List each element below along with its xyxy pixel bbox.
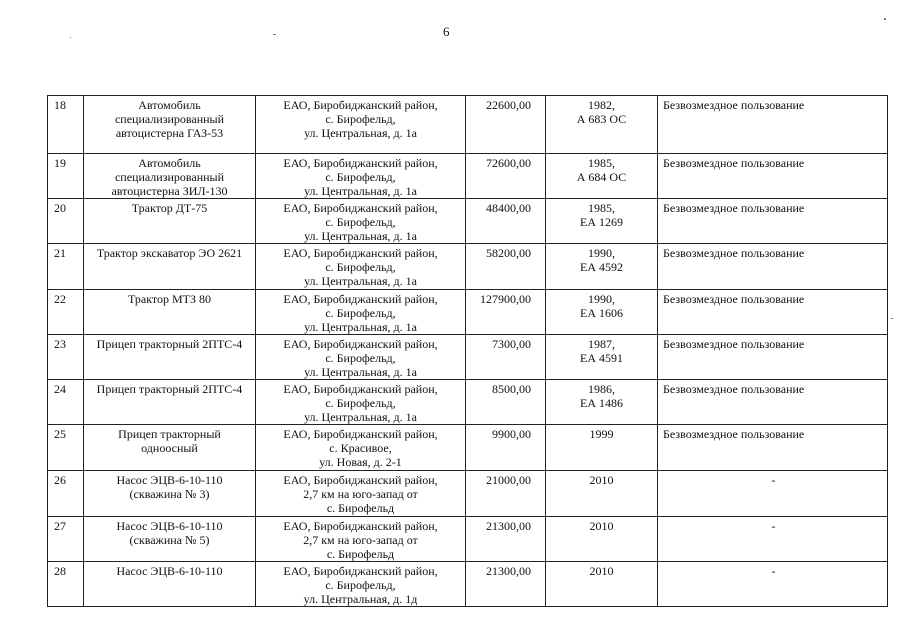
item-address-line: ул. Центральная, д. 1а <box>304 365 417 379</box>
item-year-reg <box>546 471 658 517</box>
item-address-line: ул. Центральная, д. 1д <box>303 592 418 606</box>
table-row <box>48 471 888 517</box>
item-year-line: ЕА 4591 <box>580 351 623 365</box>
item-address-line: ЕАО, Биробиджанский район, <box>283 201 438 215</box>
item-address-line: с. Бирофельд, <box>325 306 396 320</box>
item-name-line: автоцистерна ГАЗ-53 <box>115 126 224 140</box>
item-year-line: 2010 <box>589 564 614 578</box>
item-year-line: 1985, <box>588 201 615 215</box>
item-address-line: ЕАО, Биробиджанский район, <box>283 519 438 533</box>
item-year-reg <box>546 335 658 380</box>
item-address-line: с. Бирофельд, <box>325 396 396 410</box>
item-name <box>84 96 256 154</box>
item-address-line: с. Бирофельд, <box>325 260 396 274</box>
row-number: 26 <box>48 471 84 517</box>
item-address <box>256 562 466 607</box>
item-address-line: ЕАО, Биробиджанский район, <box>283 292 438 306</box>
item-address-line: ул. Центральная, д. 1а <box>304 410 417 424</box>
item-address-line: с. Бирофельд, <box>325 578 396 592</box>
item-encumbrance: Безвозмездное пользование <box>658 335 888 380</box>
item-encumbrance: Безвозмездное пользование <box>658 154 888 199</box>
item-name-line: Трактор ДТ-75 <box>131 201 208 215</box>
item-address-line: ул. Центральная, д. 1а <box>304 274 417 288</box>
item-year-reg <box>546 244 658 290</box>
item-name-line: специализированный <box>114 112 225 126</box>
item-name-line: Трактор МТЗ 80 <box>128 292 211 306</box>
table-row <box>48 517 888 562</box>
item-value: 8500,00 <box>466 380 546 425</box>
item-year-reg <box>546 562 658 607</box>
table-row <box>48 290 888 335</box>
table-row <box>48 562 888 607</box>
item-year-line: ЕА 4592 <box>580 260 623 274</box>
item-name <box>84 244 256 290</box>
property-registry-table <box>47 95 888 607</box>
item-value: 7300,00 <box>466 335 546 380</box>
item-address-line: с. Бирофельд, <box>325 351 396 365</box>
item-name <box>84 199 256 244</box>
item-name-line: Автомобиль <box>138 156 201 170</box>
item-name-line: автоцистерна ЗИЛ-130 <box>111 184 228 198</box>
table-row <box>48 199 888 244</box>
row-number: 18 <box>48 96 84 154</box>
item-address <box>256 290 466 335</box>
table-row <box>48 154 888 199</box>
item-year-line: 1986, <box>588 382 615 396</box>
item-address-line: с. Бирофельд, <box>325 215 396 229</box>
item-encumbrance: Безвозмездное пользование <box>658 290 888 335</box>
item-address-line: ЕАО, Биробиджанский район, <box>283 246 438 260</box>
item-name-line: одноосный <box>141 441 198 455</box>
item-address-line: ЕАО, Биробиджанский район, <box>283 564 438 578</box>
item-year-line: 1999 <box>589 427 614 441</box>
item-value: 127900,00 <box>466 290 546 335</box>
row-number: 23 <box>48 335 84 380</box>
item-year-reg <box>546 199 658 244</box>
item-encumbrance: Безвозмездное пользование <box>658 425 888 471</box>
item-name-line: Прицеп тракторный <box>118 427 221 441</box>
item-year-line: 1982, <box>588 98 615 112</box>
item-encumbrance: Безвозмездное пользование <box>658 199 888 244</box>
item-address <box>256 517 466 562</box>
item-year-line: 2010 <box>589 473 614 487</box>
item-name-line: (скважина № 3) <box>129 487 210 501</box>
item-year-line: 2010 <box>589 519 614 533</box>
item-year-line: 1990, <box>588 292 615 306</box>
item-address-line: ул. Центральная, д. 1а <box>304 184 417 198</box>
item-name-line: Насос ЭЦВ-6-10-110 <box>116 564 223 578</box>
item-value: 58200,00 <box>466 244 546 290</box>
item-year-reg <box>546 96 658 154</box>
item-value: 48400,00 <box>466 199 546 244</box>
item-name <box>84 335 256 380</box>
item-encumbrance: Безвозмездное пользование <box>658 244 888 290</box>
item-value: 22600,00 <box>466 96 546 154</box>
item-year-line: ЕА 1606 <box>580 306 623 320</box>
item-name-line: Автомобиль <box>138 98 201 112</box>
table-row <box>48 244 888 290</box>
item-name <box>84 425 256 471</box>
item-address-line: с. Бирофельд <box>326 501 395 515</box>
item-address-line: ЕАО, Биробиджанский район, <box>283 382 438 396</box>
item-address-line: ул. Центральная, д. 1а <box>304 229 417 243</box>
item-address-line: с. Бирофельд, <box>325 112 396 126</box>
table-row <box>48 96 888 154</box>
item-address <box>256 199 466 244</box>
page-number: 6 <box>443 24 450 39</box>
item-year-line: ЕА 1269 <box>580 215 623 229</box>
item-name <box>84 471 256 517</box>
item-name <box>84 562 256 607</box>
scan-speck <box>273 34 276 35</box>
item-year-line: А 683 ОС <box>576 112 627 126</box>
item-address-line: с. Бирофельд <box>326 547 395 561</box>
item-address-line: ул. Новая, д. 2-1 <box>319 455 402 469</box>
item-value: 21300,00 <box>466 562 546 607</box>
row-number: 22 <box>48 290 84 335</box>
item-year-reg <box>546 290 658 335</box>
item-address-line: с. Бирофельд, <box>325 170 396 184</box>
item-address <box>256 96 466 154</box>
item-address-line: 2,7 км на юго-запад от <box>303 533 418 547</box>
item-address <box>256 244 466 290</box>
item-name-line: специализированный <box>114 170 225 184</box>
row-number: 28 <box>48 562 84 607</box>
item-address <box>256 335 466 380</box>
item-value: 72600,00 <box>466 154 546 199</box>
table-row <box>48 380 888 425</box>
item-encumbrance: - <box>658 517 888 562</box>
item-encumbrance: Безвозмездное пользование <box>658 96 888 154</box>
row-number: 24 <box>48 380 84 425</box>
row-number: 21 <box>48 244 84 290</box>
item-year-reg <box>546 380 658 425</box>
item-address-line: ЕАО, Биробиджанский район, <box>283 427 438 441</box>
item-year-line: А 684 ОС <box>576 170 627 184</box>
item-address-line: ЕАО, Биробиджанский район, <box>283 156 438 170</box>
item-encumbrance: - <box>658 562 888 607</box>
item-address <box>256 154 466 199</box>
item-value: 21300,00 <box>466 517 546 562</box>
item-address <box>256 471 466 517</box>
scan-speck <box>891 318 893 319</box>
item-name <box>84 290 256 335</box>
item-encumbrance: - <box>658 471 888 517</box>
item-name <box>84 517 256 562</box>
scan-speck <box>70 37 71 38</box>
item-year-line: 1985, <box>588 156 615 170</box>
item-year-line: 1990, <box>588 246 615 260</box>
row-number: 27 <box>48 517 84 562</box>
item-value: 9900,00 <box>466 425 546 471</box>
item-value: 21000,00 <box>466 471 546 517</box>
registry-body <box>48 96 888 607</box>
scan-speck <box>884 18 886 20</box>
item-address-line: ЕАО, Биробиджанский район, <box>283 473 438 487</box>
item-name <box>84 380 256 425</box>
item-address <box>256 380 466 425</box>
item-name-line: Прицеп тракторный 2ПТС-4 <box>96 337 243 351</box>
row-number: 25 <box>48 425 84 471</box>
item-name-line: Трактор экскаватор ЭО 2621 <box>96 246 243 260</box>
item-address-line: ул. Центральная, д. 1а <box>304 320 417 334</box>
item-address <box>256 425 466 471</box>
item-year-reg <box>546 517 658 562</box>
item-address-line: с. Красивое, <box>329 441 392 455</box>
table-row <box>48 425 888 471</box>
row-number: 19 <box>48 154 84 199</box>
item-address-line: ул. Центральная, д. 1а <box>304 126 417 140</box>
item-address-line: ЕАО, Биробиджанский район, <box>283 98 438 112</box>
item-year-line: ЕА 1486 <box>580 396 623 410</box>
item-name-line: Насос ЭЦВ-6-10-110 <box>116 473 223 487</box>
row-number: 20 <box>48 199 84 244</box>
item-address-line: ЕАО, Биробиджанский район, <box>283 337 438 351</box>
item-year-line: 1987, <box>588 337 615 351</box>
item-address-line: 2,7 км на юго-запад от <box>303 487 418 501</box>
item-encumbrance: Безвозмездное пользование <box>658 380 888 425</box>
item-year-reg <box>546 425 658 471</box>
item-name-line: Прицеп тракторный 2ПТС-4 <box>96 382 243 396</box>
item-name-line: (скважина № 5) <box>129 533 210 547</box>
item-name <box>84 154 256 199</box>
table-row <box>48 335 888 380</box>
item-year-reg <box>546 154 658 199</box>
item-name-line: Насос ЭЦВ-6-10-110 <box>116 519 223 533</box>
